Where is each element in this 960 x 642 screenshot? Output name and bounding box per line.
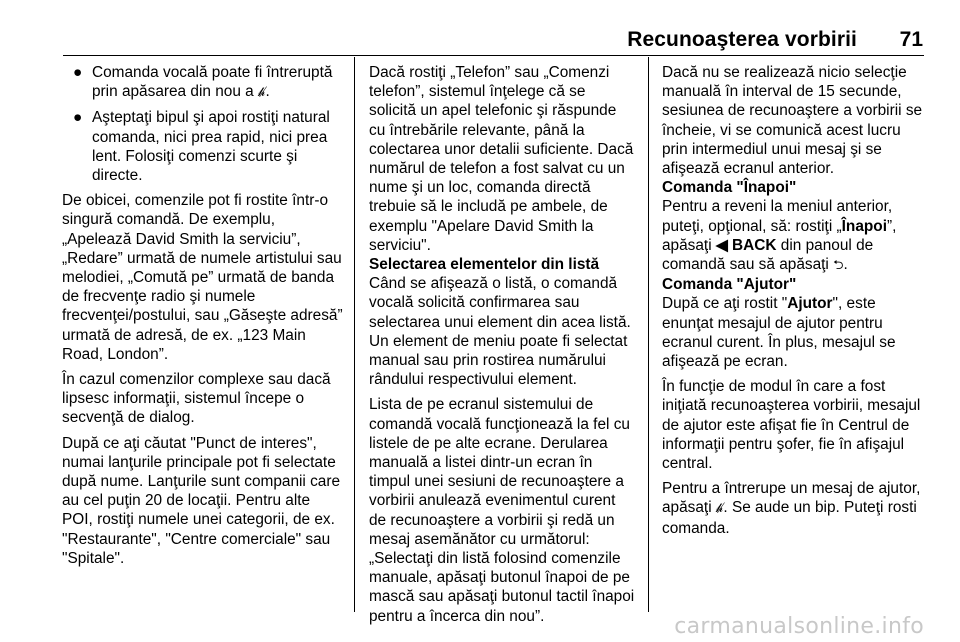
column-middle <box>369 63 635 632</box>
paragraph: Dacă nu se realizează nicio selecţie manuală în interval de 15 secunde, sesiunea de recunoaştere a vorbirii se încheie, vi se comunică acest lucru prin intermediul unui mesaj şi se afişează ecranul anterior. <box>662 64 923 178</box>
text-run: ", este enunţat mesajul de ajutor pentru ecranul curent. În plus, mesajul se afişează pe ecran. <box>662 295 896 371</box>
list-item <box>62 63 344 102</box>
text-run: din panoul de comandă sau să apăsaţi <box>662 236 874 274</box>
text-run-bold: Înapoi <box>841 217 887 235</box>
section-heading: Comanda "Înapoi" <box>662 179 797 197</box>
bullet-list <box>62 63 344 185</box>
header-rule <box>63 55 924 56</box>
section-heading: Comanda "Ajutor" <box>662 276 797 294</box>
paragraph: În funcţie de modul în care a fost iniţiată recunoaşterea vorbirii, mesajul de ajutor este afişat fie în Centrul de informaţii pentru şofer, fie în afişajul central. <box>662 378 921 473</box>
text-run-bold: Ajutor <box>787 295 833 313</box>
paragraph: Dacă rostiţi „Telefon” sau „Comenzi telefon”, sistemul înţelege că se solicită un apel telefonic şi răspunde cu întrebările relevante, până la colectarea unor detalii suficiente. Dacă numărul de telefon a fost salvat cu un nume şi un loc, comanda directă trebuie să le includă pe ambele, de exemplu "Apelare David Smith la serviciu". <box>369 64 634 254</box>
text-run-bold: BACK <box>732 236 777 254</box>
paragraph <box>662 294 930 371</box>
page-title: Recunoaşterea vorbirii <box>627 28 857 51</box>
bullet-text-start: Comanda vocală poate fi întreruptă prin apăsarea din nou a <box>92 64 333 101</box>
paragraph: Lista de pe ecranul sistemului de comandă vocală funcţionează la fel cu listele de pe alte ecrane. Derularea manuală a listei dintr-un ecran în timpul unei sesiuni de recunoaştere a vorbirii anulează evenimentul curent de recunoaştere a vorbirii şi redă un mesaj asemănător cu următorul: „Selectaţi din listă folosind comenzile manuale, apăsaţi butonul înapoi de pe mască sau apăsaţi butonul tactil înapoi pentru a încerca din nou”. <box>369 396 635 625</box>
voice-control-icon: 𝒽̸ <box>258 85 266 101</box>
column-divider-right <box>648 57 649 612</box>
list-item <box>62 108 344 185</box>
column-divider-left <box>354 57 355 612</box>
column-right <box>662 63 930 544</box>
watermark: carmanualsonline.info <box>674 614 924 639</box>
text-run: Pentru a întrerupe un mesaj de ajutor, apăsaţi <box>662 480 921 517</box>
text-run: ”, apăsaţi <box>662 217 897 254</box>
paragraph <box>662 479 930 538</box>
bullet-icon: ● <box>73 109 83 127</box>
bullet-text-end: . <box>265 83 270 101</box>
text-run: . <box>843 256 848 274</box>
paragraph: Când se afişează o listă, o comandă vocală solicită confirmarea sau selectarea unui element din acea listă. Un element de meniu poate fi selectat manual sau prin rostirea numărului rândului respectivului element. <box>369 275 631 389</box>
text-run: . Se aude un bip. Puteţi rosti comanda. <box>662 499 917 537</box>
text-run: După ce aţi rostit " <box>662 295 788 313</box>
paragraph: După ce aţi căutat "Punct de interes", numai lanţurile principale pot fi selectate după nume. Lanţurile sunt companii care au cel puţin 20 de locaţii. Pentru alte POI, rostiţi numele unei categorii, de ex. "Restaurante", "Centre comerciale" sau "Spitale". <box>62 434 341 567</box>
paragraph: În cazul comenzilor complexe sau dacă lipsesc informaţii, sistemul începe o secvenţă de dialog. <box>62 371 331 427</box>
bullet-text: Aşteptaţi bipul şi apoi rostiţi natural comanda, nici prea rapid, nici prea lent. Folosiţi comenzi scurte şi directe. <box>92 109 330 185</box>
page-number: 71 <box>899 28 923 51</box>
column-left <box>62 63 344 574</box>
page-header <box>0 0 960 55</box>
left-triangle-icon: ◀ <box>715 236 728 254</box>
section-heading: Selectarea elementelor din listă <box>369 256 600 274</box>
text-run: Pentru a reveni la meniul anterior, puteţi, opţional, să: rostiţi „ <box>662 198 893 235</box>
voice-control-icon: 𝒽̸ <box>715 501 724 517</box>
return-arrow-icon: ⮌ <box>833 258 844 274</box>
paragraph: De obicei, comenzile pot fi rostite într-o singură comandă. De exemplu, „Apelează David Smith la serviciu”, „Redare” urmată de numele artistului sau melodiei, „Comută pe” urmată de banda de frecvenţe radio şi numele frecvenţei/postului, sau „Găseşte adresă” urmată de adresă, de ex. „123 Main Road, London”. <box>62 192 343 363</box>
paragraph <box>662 197 930 275</box>
bullet-icon: ● <box>73 64 83 81</box>
